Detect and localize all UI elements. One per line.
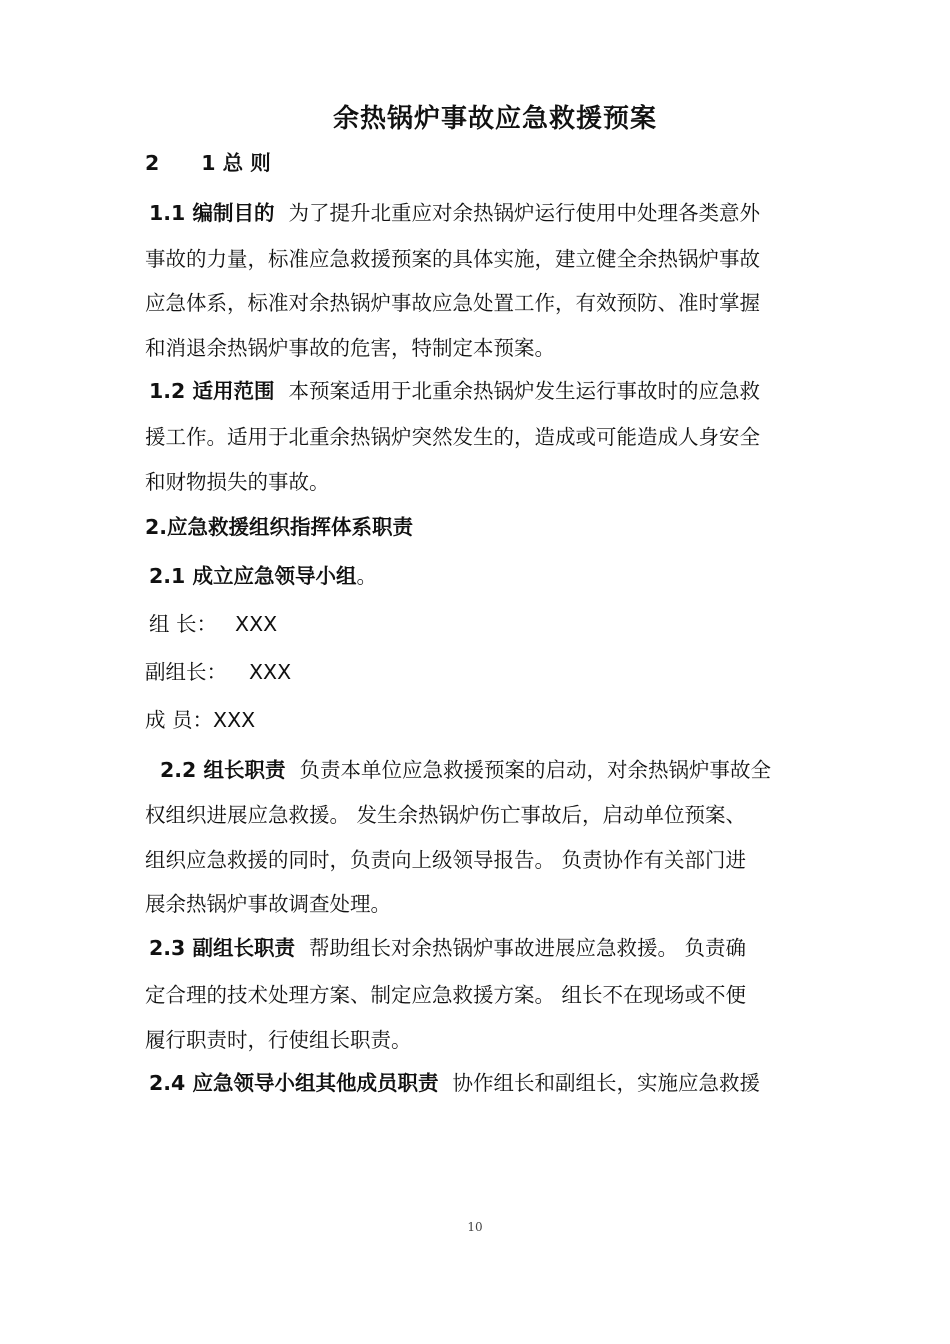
section-1-2-text-2: 援工作。适用于北重余热锅炉突然发生的，造成或可能造成人身安全 xyxy=(145,425,760,449)
page-number: 10 xyxy=(467,1220,483,1234)
roster-deputy xyxy=(145,657,291,687)
section-2-2-line-1 xyxy=(160,755,771,785)
section-1-1-text-1: 为了提升北重应对余热锅炉运行使用中处理各类意外 xyxy=(288,201,760,225)
section-2-4-line-1 xyxy=(149,1068,760,1098)
section-2-3-heading: 2.3 副组长职责 xyxy=(149,936,295,960)
section-2-2-text-2: 权组织进展应急救援。 发生余热锅炉伤亡事故后，启动单位预案、 xyxy=(145,803,747,827)
section-2-2-text-3: 组织应急救援的同时，负责向上级领导报告。 负责协作有关部门进 xyxy=(145,848,747,872)
heading-general xyxy=(145,148,271,178)
section-2-2-text-1: 负责本单位应急救援预案的启动，对余热锅炉事故全 xyxy=(299,758,771,782)
roster-member-value: XXX xyxy=(213,708,256,732)
section-2-3-line-1 xyxy=(149,933,746,963)
roster-member-label: 成 员： xyxy=(145,708,214,732)
section-1-1-heading: 1.1 编制目的 xyxy=(149,201,275,225)
section-1-1-text-4: 和消退余热锅炉事故的危害，特制定本预案。 xyxy=(145,336,555,360)
section-2-1-heading: 2.1 成立应急领导小组 xyxy=(149,564,357,588)
roster-deputy-value: XXX xyxy=(249,660,292,684)
roster-deputy-label: 副组长： xyxy=(145,660,227,684)
section-1-2-heading: 1.2 适用范围 xyxy=(149,379,275,403)
section-2-3-text-2: 定合理的技术处理方案、制定应急救援方案。 组长不在现场或不便 xyxy=(145,983,747,1007)
section-1-1-text-2: 事故的力量，标准应急救援预案的具体实施，建立健全余热锅炉事故 xyxy=(145,247,760,271)
roster-member xyxy=(145,705,255,735)
section-2-4-heading: 2.4 应急领导小组其他成员职责 xyxy=(149,1071,439,1095)
roster-leader xyxy=(149,609,277,639)
section-1-2-line-1 xyxy=(149,376,760,406)
section-1-1-line-1 xyxy=(149,198,760,228)
section-2-2-heading: 2.2 组长职责 xyxy=(160,758,286,782)
heading-organization: 2.应急救援组织指挥体系职责 xyxy=(145,515,414,539)
section-2-3-text-3: 履行职责时，行使组长职责。 xyxy=(145,1028,412,1052)
section-2-2-text-4: 展余热锅炉事故调查处理。 xyxy=(145,892,391,916)
heading-general-number: 2 xyxy=(145,151,160,175)
roster-leader-value: XXX xyxy=(235,612,278,636)
section-2-1-tail: 。 xyxy=(356,564,377,588)
section-2-1-line xyxy=(149,561,377,591)
roster-leader-label: 组 长： xyxy=(149,612,218,636)
section-1-1-text-3: 应急体系，标准对余热锅炉事故应急处置工作，有效预防、准时掌握 xyxy=(145,291,760,315)
heading-general-label: 1 总 则 xyxy=(201,151,271,175)
section-2-4-text-1: 协作组长和副组长，实施应急救援 xyxy=(452,1071,760,1095)
section-1-2-text-3: 和财物损失的事故。 xyxy=(145,470,330,494)
document-title: 余热锅炉事故应急救援预案 xyxy=(332,104,657,134)
section-1-2-text-1: 本预案适用于北重余热锅炉发生运行事故时的应急救 xyxy=(288,379,760,403)
section-2-3-text-1: 帮助组长对余热锅炉事故进展应急救援。 负责确 xyxy=(308,936,746,960)
